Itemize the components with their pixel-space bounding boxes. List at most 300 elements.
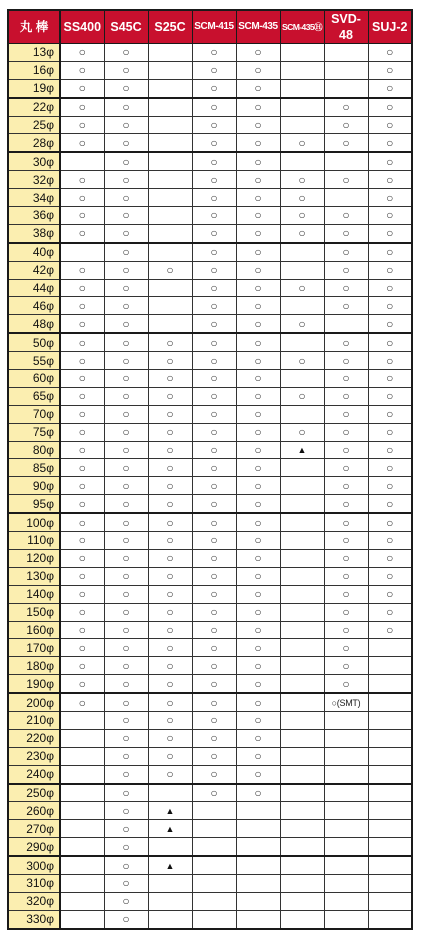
size-label: 44φ (8, 279, 60, 297)
stock-mark-ss400: ○ (60, 297, 104, 315)
stock-mark-svd48: ○ (324, 116, 368, 134)
stock-mark-suj2: ○ (368, 79, 412, 97)
stock-mark-s45c: ○ (104, 116, 148, 134)
stock-mark-scm415 (192, 874, 236, 892)
table-row (8, 279, 412, 297)
stock-mark-s25c (148, 44, 192, 62)
stock-mark-suj2 (368, 910, 412, 928)
stock-mark-scm435h: ○ (280, 189, 324, 207)
stock-mark-scm415 (192, 856, 236, 874)
column-header-ss400: SS400 (60, 10, 104, 44)
stock-mark-ss400: ○ (60, 459, 104, 477)
stock-mark-s45c: ○ (104, 729, 148, 747)
stock-mark-s25c (148, 61, 192, 79)
table-row (8, 189, 412, 207)
stock-mark-s25c (148, 207, 192, 225)
stock-mark-s25c: ○ (148, 532, 192, 550)
stock-mark-s45c: ○ (104, 98, 148, 116)
table-row (8, 423, 412, 441)
stock-mark-s45c: ○ (104, 423, 148, 441)
stock-mark-ss400: ○ (60, 441, 104, 459)
stock-mark-ss400: ○ (60, 44, 104, 62)
table-row (8, 152, 412, 170)
stock-mark-svd48: ○ (324, 532, 368, 550)
stock-mark-svd48 (324, 44, 368, 62)
size-label: 140φ (8, 585, 60, 603)
stock-mark-suj2: ○ (368, 352, 412, 370)
stock-mark-suj2: ○ (368, 297, 412, 315)
table-row (8, 243, 412, 261)
stock-mark-scm435h (280, 44, 324, 62)
size-label: 60φ (8, 370, 60, 388)
stock-mark-scm435: ○ (236, 621, 280, 639)
stock-mark-ss400: ○ (60, 477, 104, 495)
size-label: 55φ (8, 352, 60, 370)
stock-mark-ss400 (60, 765, 104, 783)
stock-mark-suj2 (368, 657, 412, 675)
stock-mark-ss400: ○ (60, 621, 104, 639)
stock-mark-suj2: ○ (368, 261, 412, 279)
stock-mark-suj2: ○ (368, 549, 412, 567)
stock-mark-s45c: ○ (104, 820, 148, 838)
stock-mark-scm435h (280, 856, 324, 874)
stock-mark-svd48: ○ (324, 675, 368, 693)
stock-mark-scm435h: ○ (280, 315, 324, 333)
stock-mark-s25c (148, 874, 192, 892)
column-header-scm435h: SCM-435Ⓗ (280, 10, 324, 44)
stock-mark-suj2: ○ (368, 477, 412, 495)
stock-mark-suj2: ○ (368, 207, 412, 225)
stock-mark-s25c: ○ (148, 549, 192, 567)
size-label: 30φ (8, 152, 60, 170)
size-label: 90φ (8, 477, 60, 495)
stock-mark-s45c: ○ (104, 207, 148, 225)
stock-mark-suj2: ○ (368, 279, 412, 297)
stock-mark-scm415: ○ (192, 333, 236, 351)
stock-mark-svd48: ○ (324, 224, 368, 242)
size-label: 38φ (8, 224, 60, 242)
stock-mark-s45c: ○ (104, 675, 148, 693)
stock-mark-scm435: ○ (236, 224, 280, 242)
table-row (8, 513, 412, 531)
stock-mark-scm435h (280, 405, 324, 423)
stock-mark-s25c: ○ (148, 639, 192, 657)
stock-mark-s45c: ○ (104, 874, 148, 892)
stock-mark-suj2 (368, 874, 412, 892)
header-row (8, 10, 412, 44)
stock-mark-scm435h (280, 675, 324, 693)
stock-mark-scm435: ○ (236, 693, 280, 711)
stock-mark-svd48: ○ (324, 657, 368, 675)
stock-mark-scm435h (280, 711, 324, 729)
stock-mark-s45c: ○ (104, 261, 148, 279)
table-row (8, 603, 412, 621)
stock-mark-scm435h (280, 333, 324, 351)
stock-mark-scm435: ○ (236, 315, 280, 333)
stock-mark-scm435: ○ (236, 441, 280, 459)
stock-mark-scm435: ○ (236, 603, 280, 621)
stock-mark-scm415: ○ (192, 477, 236, 495)
table-body (8, 44, 412, 929)
stock-mark-ss400: ○ (60, 675, 104, 693)
stock-mark-scm435h (280, 477, 324, 495)
size-label: 85φ (8, 459, 60, 477)
size-label: 32φ (8, 171, 60, 189)
stock-mark-ss400: ○ (60, 513, 104, 531)
stock-mark-suj2 (368, 820, 412, 838)
stock-mark-scm435h (280, 621, 324, 639)
stock-mark-s25c: ○ (148, 747, 192, 765)
stock-mark-scm435: ○ (236, 675, 280, 693)
stock-mark-scm435h (280, 495, 324, 513)
size-label: 46φ (8, 297, 60, 315)
stock-mark-svd48: ○ (324, 387, 368, 405)
size-label: 95φ (8, 495, 60, 513)
stock-mark-s45c: ○ (104, 892, 148, 910)
stock-mark-suj2 (368, 838, 412, 856)
stock-mark-svd48 (324, 711, 368, 729)
stock-mark-scm435h (280, 549, 324, 567)
stock-mark-scm415: ○ (192, 784, 236, 802)
stock-mark-scm435h (280, 61, 324, 79)
stock-mark-suj2: ○ (368, 459, 412, 477)
table-row (8, 352, 412, 370)
stock-mark-scm415: ○ (192, 747, 236, 765)
stock-mark-scm435h: ○ (280, 352, 324, 370)
stock-mark-svd48: ○ (324, 352, 368, 370)
stock-mark-s45c: ○ (104, 152, 148, 170)
stock-mark-scm435 (236, 838, 280, 856)
stock-mark-svd48 (324, 189, 368, 207)
stock-mark-suj2 (368, 711, 412, 729)
table-row (8, 585, 412, 603)
table-row (8, 387, 412, 405)
stock-mark-svd48 (324, 802, 368, 820)
stock-mark-suj2: ○ (368, 116, 412, 134)
stock-mark-svd48: ○ (324, 134, 368, 152)
stock-mark-svd48 (324, 892, 368, 910)
stock-mark-scm435: ○ (236, 370, 280, 388)
table-row (8, 802, 412, 820)
size-label: 34φ (8, 189, 60, 207)
size-label: 290φ (8, 838, 60, 856)
table-row (8, 693, 412, 711)
stock-mark-s25c (148, 315, 192, 333)
stock-mark-s25c (148, 910, 192, 928)
stock-mark-suj2: ○ (368, 441, 412, 459)
stock-mark-scm415: ○ (192, 513, 236, 531)
stock-mark-scm415: ○ (192, 44, 236, 62)
stock-mark-suj2: ○ (368, 370, 412, 388)
stock-mark-s45c: ○ (104, 243, 148, 261)
table-row (8, 856, 412, 874)
stock-mark-scm435h: ▲ (280, 441, 324, 459)
stock-mark-scm435: ○ (236, 189, 280, 207)
stock-mark-ss400 (60, 910, 104, 928)
stock-mark-ss400: ○ (60, 603, 104, 621)
size-label: 260φ (8, 802, 60, 820)
stock-mark-s45c: ○ (104, 802, 148, 820)
stock-mark-ss400: ○ (60, 333, 104, 351)
stock-mark-s25c: ○ (148, 765, 192, 783)
stock-mark-scm415: ○ (192, 567, 236, 585)
stock-mark-s45c: ○ (104, 459, 148, 477)
stock-mark-s25c (148, 189, 192, 207)
table-row (8, 207, 412, 225)
table-row (8, 657, 412, 675)
stock-mark-s45c: ○ (104, 747, 148, 765)
stock-mark-ss400: ○ (60, 370, 104, 388)
stock-mark-scm435: ○ (236, 352, 280, 370)
stock-mark-s25c: ○ (148, 567, 192, 585)
stock-mark-svd48 (324, 152, 368, 170)
stock-mark-scm435h (280, 243, 324, 261)
table-row (8, 333, 412, 351)
stock-mark-scm435h (280, 370, 324, 388)
stock-mark-scm435h (280, 747, 324, 765)
stock-mark-scm435 (236, 910, 280, 928)
column-header-s45c: S45C (104, 10, 148, 44)
stock-mark-scm415: ○ (192, 207, 236, 225)
stock-mark-scm415 (192, 802, 236, 820)
stock-mark-scm435: ○ (236, 513, 280, 531)
stock-mark-s25c: ○ (148, 405, 192, 423)
stock-mark-svd48: ○ (324, 459, 368, 477)
stock-mark-scm435: ○ (236, 532, 280, 550)
stock-mark-s45c: ○ (104, 603, 148, 621)
stock-mark-ss400: ○ (60, 657, 104, 675)
stock-mark-ss400 (60, 892, 104, 910)
stock-mark-suj2: ○ (368, 44, 412, 62)
stock-mark-scm435: ○ (236, 243, 280, 261)
size-label: 160φ (8, 621, 60, 639)
stock-mark-scm415: ○ (192, 549, 236, 567)
stock-mark-svd48 (324, 910, 368, 928)
size-label: 270φ (8, 820, 60, 838)
stock-mark-s25c (148, 892, 192, 910)
table-row (8, 261, 412, 279)
stock-mark-s45c: ○ (104, 477, 148, 495)
stock-mark-s25c (148, 243, 192, 261)
table-row (8, 874, 412, 892)
table-row (8, 44, 412, 62)
size-label: 250φ (8, 784, 60, 802)
stock-mark-scm435 (236, 856, 280, 874)
stock-mark-s25c (148, 98, 192, 116)
stock-mark-suj2: ○ (368, 621, 412, 639)
stock-mark-scm415: ○ (192, 189, 236, 207)
stock-mark-svd48: ○(SMT) (324, 693, 368, 711)
stock-mark-scm435h (280, 567, 324, 585)
stock-mark-ss400 (60, 874, 104, 892)
stock-mark-s45c: ○ (104, 585, 148, 603)
stock-mark-suj2: ○ (368, 423, 412, 441)
stock-mark-scm415: ○ (192, 621, 236, 639)
size-label: 130φ (8, 567, 60, 585)
stock-mark-svd48: ○ (324, 549, 368, 567)
stock-mark-scm435h: ○ (280, 224, 324, 242)
size-label: 75φ (8, 423, 60, 441)
stock-mark-scm435: ○ (236, 711, 280, 729)
table-row (8, 639, 412, 657)
stock-mark-ss400 (60, 802, 104, 820)
stock-mark-scm435h (280, 532, 324, 550)
stock-mark-scm435: ○ (236, 657, 280, 675)
stock-mark-scm435h (280, 693, 324, 711)
stock-mark-scm435: ○ (236, 171, 280, 189)
stock-mark-ss400: ○ (60, 693, 104, 711)
stock-mark-scm435h: ○ (280, 423, 324, 441)
stock-mark-s45c: ○ (104, 621, 148, 639)
stock-mark-suj2: ○ (368, 603, 412, 621)
stock-mark-scm415: ○ (192, 352, 236, 370)
stock-mark-scm435h (280, 784, 324, 802)
size-label: 65φ (8, 387, 60, 405)
stock-mark-ss400: ○ (60, 171, 104, 189)
table-row (8, 315, 412, 333)
stock-mark-s45c: ○ (104, 856, 148, 874)
stock-mark-s45c: ○ (104, 333, 148, 351)
size-label: 19φ (8, 79, 60, 97)
stock-mark-s45c: ○ (104, 352, 148, 370)
stock-mark-scm415: ○ (192, 729, 236, 747)
stock-mark-scm435h (280, 802, 324, 820)
stock-mark-suj2: ○ (368, 61, 412, 79)
stock-mark-s45c: ○ (104, 639, 148, 657)
stock-mark-ss400: ○ (60, 387, 104, 405)
stock-mark-svd48: ○ (324, 98, 368, 116)
table-row (8, 134, 412, 152)
stock-mark-s45c: ○ (104, 711, 148, 729)
size-label: 310φ (8, 874, 60, 892)
stock-mark-s45c: ○ (104, 549, 148, 567)
stock-mark-s45c: ○ (104, 279, 148, 297)
stock-mark-s45c: ○ (104, 693, 148, 711)
stock-mark-s25c: ▲ (148, 856, 192, 874)
stock-mark-ss400: ○ (60, 315, 104, 333)
stock-mark-scm435: ○ (236, 639, 280, 657)
stock-mark-svd48 (324, 856, 368, 874)
stock-mark-s25c: ○ (148, 352, 192, 370)
size-label: 330φ (8, 910, 60, 928)
stock-mark-s25c: ○ (148, 495, 192, 513)
column-header-scm415: SCM-415 (192, 10, 236, 44)
table-row (8, 549, 412, 567)
stock-mark-ss400: ○ (60, 639, 104, 657)
stock-mark-s25c (148, 134, 192, 152)
stock-mark-scm435: ○ (236, 297, 280, 315)
stock-mark-suj2 (368, 747, 412, 765)
stock-mark-suj2 (368, 784, 412, 802)
stock-mark-scm435: ○ (236, 477, 280, 495)
stock-mark-ss400: ○ (60, 98, 104, 116)
round-bar-stock-table (7, 9, 413, 930)
stock-mark-ss400 (60, 243, 104, 261)
table-row (8, 477, 412, 495)
stock-mark-scm415: ○ (192, 261, 236, 279)
stock-mark-suj2: ○ (368, 315, 412, 333)
stock-mark-s25c (148, 224, 192, 242)
stock-mark-s45c: ○ (104, 657, 148, 675)
stock-mark-s45c: ○ (104, 134, 148, 152)
stock-mark-scm435: ○ (236, 98, 280, 116)
stock-mark-suj2: ○ (368, 134, 412, 152)
stock-mark-scm415: ○ (192, 693, 236, 711)
stock-mark-s45c: ○ (104, 79, 148, 97)
stock-mark-s25c: ▲ (148, 802, 192, 820)
table-row (8, 116, 412, 134)
stock-mark-scm435h: ○ (280, 134, 324, 152)
table-row (8, 747, 412, 765)
stock-mark-svd48 (324, 79, 368, 97)
stock-mark-suj2: ○ (368, 98, 412, 116)
stock-mark-svd48: ○ (324, 423, 368, 441)
stock-mark-svd48 (324, 874, 368, 892)
stock-mark-suj2 (368, 892, 412, 910)
stock-mark-suj2 (368, 856, 412, 874)
stock-mark-scm415: ○ (192, 79, 236, 97)
table-row (8, 171, 412, 189)
size-label: 150φ (8, 603, 60, 621)
stock-mark-svd48 (324, 61, 368, 79)
stock-mark-ss400: ○ (60, 495, 104, 513)
stock-mark-s25c: ○ (148, 333, 192, 351)
stock-mark-scm435h (280, 729, 324, 747)
stock-mark-scm415: ○ (192, 532, 236, 550)
stock-mark-suj2 (368, 765, 412, 783)
stock-mark-svd48 (324, 820, 368, 838)
stock-mark-ss400 (60, 152, 104, 170)
stock-mark-svd48 (324, 784, 368, 802)
stock-mark-s25c: ○ (148, 441, 192, 459)
stock-mark-s25c: ○ (148, 603, 192, 621)
stock-mark-scm415: ○ (192, 315, 236, 333)
size-label: 300φ (8, 856, 60, 874)
table-row (8, 729, 412, 747)
stock-mark-scm435: ○ (236, 44, 280, 62)
stock-mark-scm435: ○ (236, 116, 280, 134)
size-label: 22φ (8, 98, 60, 116)
stock-mark-scm435: ○ (236, 495, 280, 513)
table-row (8, 838, 412, 856)
table-row (8, 910, 412, 928)
stock-mark-scm435h (280, 910, 324, 928)
stock-mark-svd48: ○ (324, 279, 368, 297)
size-label: 190φ (8, 675, 60, 693)
stock-mark-ss400 (60, 820, 104, 838)
table-row (8, 224, 412, 242)
table-row (8, 675, 412, 693)
stock-mark-suj2 (368, 729, 412, 747)
stock-mark-scm435: ○ (236, 134, 280, 152)
stock-mark-suj2: ○ (368, 585, 412, 603)
stock-mark-scm435: ○ (236, 459, 280, 477)
stock-mark-scm435h: ○ (280, 207, 324, 225)
table-row (8, 297, 412, 315)
stock-mark-ss400: ○ (60, 423, 104, 441)
stock-mark-scm435 (236, 892, 280, 910)
stock-mark-scm435h (280, 874, 324, 892)
size-label: 25φ (8, 116, 60, 134)
stock-mark-svd48: ○ (324, 297, 368, 315)
stock-mark-s25c (148, 152, 192, 170)
size-label: 120φ (8, 549, 60, 567)
stock-mark-scm435: ○ (236, 567, 280, 585)
stock-mark-scm415: ○ (192, 765, 236, 783)
stock-mark-scm435: ○ (236, 423, 280, 441)
stock-mark-scm435: ○ (236, 79, 280, 97)
stock-mark-svd48: ○ (324, 207, 368, 225)
